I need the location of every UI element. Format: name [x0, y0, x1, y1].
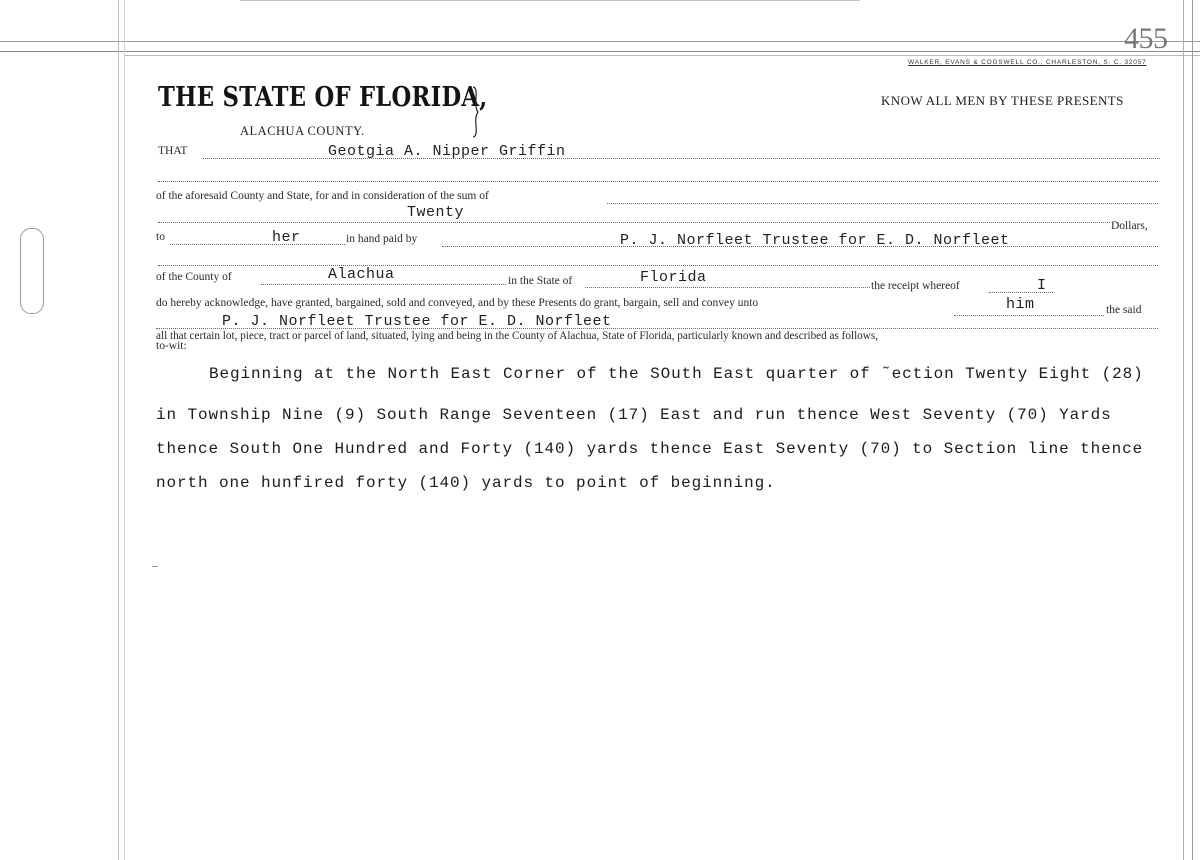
- grantee-name: P. J. Norfleet Trustee for E. D. Norfleet: [222, 313, 612, 330]
- binder-ring-hole: [20, 228, 44, 314]
- brace-icon: [470, 86, 480, 138]
- county-value: Alachua: [328, 266, 395, 283]
- dollars-label: Dollars,: [1111, 220, 1148, 232]
- grantor-line-2: [158, 181, 1158, 182]
- top-edge-rule: [240, 0, 860, 1]
- binding-margin-rule-outer: [118, 0, 119, 860]
- consideration-line: [607, 203, 1158, 204]
- receipt-label: the receipt whereof: [871, 280, 960, 292]
- grantor-name: Geotgia A. Nipper Griffin: [328, 143, 566, 160]
- description-line-3: thence South One Hundred and Forty (140) yards thence East Seventy (70) to Section line thence: [156, 440, 1144, 458]
- grantee-line: [156, 328, 1158, 329]
- paper-speck: [152, 566, 158, 567]
- description-line-2: in Township Nine (9) South Range Seventeen (17) East and run thence West Seventy (70) Yards: [156, 406, 1112, 424]
- unto-value: him: [1006, 296, 1035, 313]
- to-line: [170, 244, 345, 245]
- description-line-1: Beginning at the North East Corner of the SOuth East quarter of ˜ection Twenty Eight (28): [209, 365, 1144, 383]
- county-heading: ALACHUA COUNTY.: [240, 124, 365, 138]
- county-of-label: of the County of: [156, 271, 232, 283]
- to-wit-label: to-wit:: [156, 340, 187, 352]
- sum-amount: Twenty: [407, 204, 465, 221]
- the-said-label: the said: [1106, 304, 1142, 316]
- right-margin-rule-outer: [1192, 0, 1193, 860]
- acknowledge-label: do hereby acknowledge, have granted, bargained, sold and conveyed, and by these Presents do grant, bargain, sell and convey unto: [156, 297, 759, 309]
- state-value: Florida: [640, 269, 707, 286]
- binding-margin-rule-inner: [124, 0, 125, 860]
- unto-line: [954, 315, 1104, 316]
- county-line: [261, 284, 506, 285]
- right-margin-rule-inner: [1183, 0, 1184, 860]
- page-number: 455: [1124, 22, 1168, 55]
- receipt-value: I: [1037, 277, 1047, 294]
- state-line: [585, 287, 870, 288]
- to-value: her: [272, 229, 301, 246]
- paid-by-label: in hand paid by: [346, 233, 418, 245]
- that-label: THAT: [158, 145, 188, 157]
- to-label: to: [156, 231, 165, 243]
- state-of-label: in the State of: [508, 275, 573, 287]
- land-label: all that certain lot, piece, tract or parcel of land, situated, lying and being in the County of Alachua, State of Florida, particularly known and described as follows,: [156, 330, 879, 342]
- header-rule-lower: [0, 51, 1200, 52]
- printer-imprint: WALKER, EVANS & COGSWELL CO., CHARLESTON, S. C. 32057: [908, 59, 1147, 66]
- header-rule-upper: [0, 41, 1200, 42]
- consideration-label: of the aforesaid County and State, for and in consideration of the sum of: [156, 190, 489, 202]
- page-title: THE STATE OF FLORIDA,: [158, 82, 488, 113]
- paid-by-value: P. J. Norfleet Trustee for E. D. Norfleet: [620, 232, 1010, 249]
- sum-line: [158, 222, 1110, 223]
- description-line-4: north one hunfired forty (140) yards to point of beginning.: [156, 474, 776, 492]
- paid-by-line-2: [158, 265, 1158, 266]
- know-all-men-heading: KNOW ALL MEN BY THESE PRESENTS: [881, 93, 1124, 108]
- header-rule-thin: [125, 55, 1200, 56]
